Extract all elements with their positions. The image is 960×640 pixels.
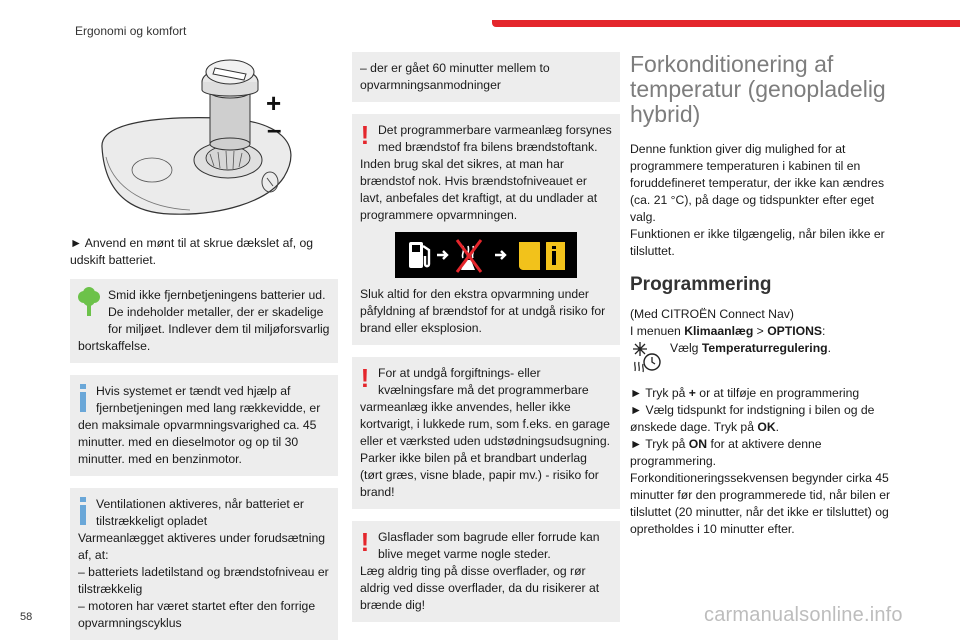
continued-note: – der er gået 60 minutter mellem to opvarmningsanmodninger xyxy=(352,52,620,102)
column-right xyxy=(630,52,892,538)
eco-note: Smid ikke fjernbetjeningens batterier ud. De indeholder metaller, der er skadelige for miljøet. Indlever dem til miljøforsvarlig bortskaffelse. xyxy=(70,279,338,363)
poisoning-warning-note: ! For at undgå forgiftnings- eller kvælningsfare må det programmerbare varmeanlæg ikke anvendes, heller ikke kortvarigt, i lukkede rum, som f.eks. en garage eller et værksted uden udstødningsudsugning. Parker ikke bilen på et brandbart underlag (tørt græs, visne blade, papir mv.) - risiko for brand! xyxy=(352,357,620,509)
intro-paragraph-2: Funktionen er ikke tilgængelig, når bilen ikke er tilsluttet. xyxy=(630,227,885,258)
step-select-time: ► Vælg tidspunkt for indstigning i bilen og de ønskede dage. Tryk på OK. xyxy=(630,403,875,434)
column-middle xyxy=(352,52,620,634)
warning-icon: ! xyxy=(360,120,370,150)
fuel-heater-manual-warning-icon xyxy=(395,232,577,278)
warning-icon: ! xyxy=(360,363,370,393)
section-title: Ergonomi og komfort xyxy=(75,24,187,38)
remote-key-battery-illustration xyxy=(70,52,338,220)
header-accent-bar xyxy=(492,20,960,27)
section-heading: Forkonditionering af temperatur (genopladelig hybrid) xyxy=(630,51,886,127)
ventilation-info-note: Ventilationen aktiveres, når batteriet er tilstrækkeligt opladet Varmeanlægget aktiveres under forudsætning af, at: – batteriets ladetilstand og brændstofniveau er tilstrækkelig – motoren har været startet efter den forrige opvarmningscyklus xyxy=(70,488,338,640)
coin-instruction: ► Anvend en mønt til at skrue dækslet af, og udskift batteriet. xyxy=(70,236,314,267)
info-icon xyxy=(76,383,90,413)
menu-path: I menuen Klimaanlæg > OPTIONS: xyxy=(630,324,826,338)
temperature-regulation-icon xyxy=(630,340,664,379)
tree-icon xyxy=(76,287,102,322)
info-icon xyxy=(76,496,90,526)
nav-note: (Med CITROËN Connect Nav) xyxy=(630,307,794,321)
glass-warning-note: ! Glasflader som bagrude eller forrude kan blive meget varme nogle steder. Læg aldrig ting på disse overflader, og rør aldrig ved disse overflader, da du risikerer at brænde dig! xyxy=(352,521,620,622)
remote-info-note: Hvis systemet er tændt ved hjælp af fjernbetjeningen med lang rækkevidde, er den maksimale opvarmningsvarighed ca. 45 minutter. med en dieselmotor og op til 30 minutter. med en benzinmotor. xyxy=(70,375,338,476)
outro-paragraph: Forkonditioneringssekvensen begynder cirka 45 minutter før den programmerede tid, når bilen er tilsluttet (20 minutter, når det ikke er tilsluttet) og opretholdes i 10 minutter efter. xyxy=(630,471,891,536)
svg-text:+: + xyxy=(266,88,282,118)
fuel-warning-note: ! Det programmerbare varmeanlæg forsynes med brændstof fra bilens brændstoftank. Inden brug skal det sikres, at man har brændstof nok. Hvis brændstofniveauet er lavt, anbefales det kraftigt, at du undlader at programmere opvarmningen. Sluk altid for den ekstra opvarmning under påfyldning af brændstof for at undgå risiko for brand eller eksplosion. xyxy=(352,114,620,345)
step-activate: ► Tryk på ON for at aktivere denne programmering. xyxy=(630,437,822,468)
step-add-programming: ► Tryk på + or at tilføje en programmering xyxy=(630,386,860,400)
svg-text:–: – xyxy=(267,114,282,144)
warning-icon: ! xyxy=(360,527,370,557)
column-left xyxy=(70,52,338,640)
subsection-heading: Programmering xyxy=(630,274,772,295)
select-temperature-row: Vælg Temperaturregulering. xyxy=(630,340,892,379)
watermark: carmanualsonline.info xyxy=(704,604,903,626)
page-number: 58 xyxy=(20,611,33,623)
intro-paragraph: Denne funktion giver dig mulighed for at programmere temperaturen i kabinen til en foruddefineret temperatur, der ikke kan ændres (ca. 21 °C), på dage og tidspunkter efter eget valg. xyxy=(630,142,885,224)
